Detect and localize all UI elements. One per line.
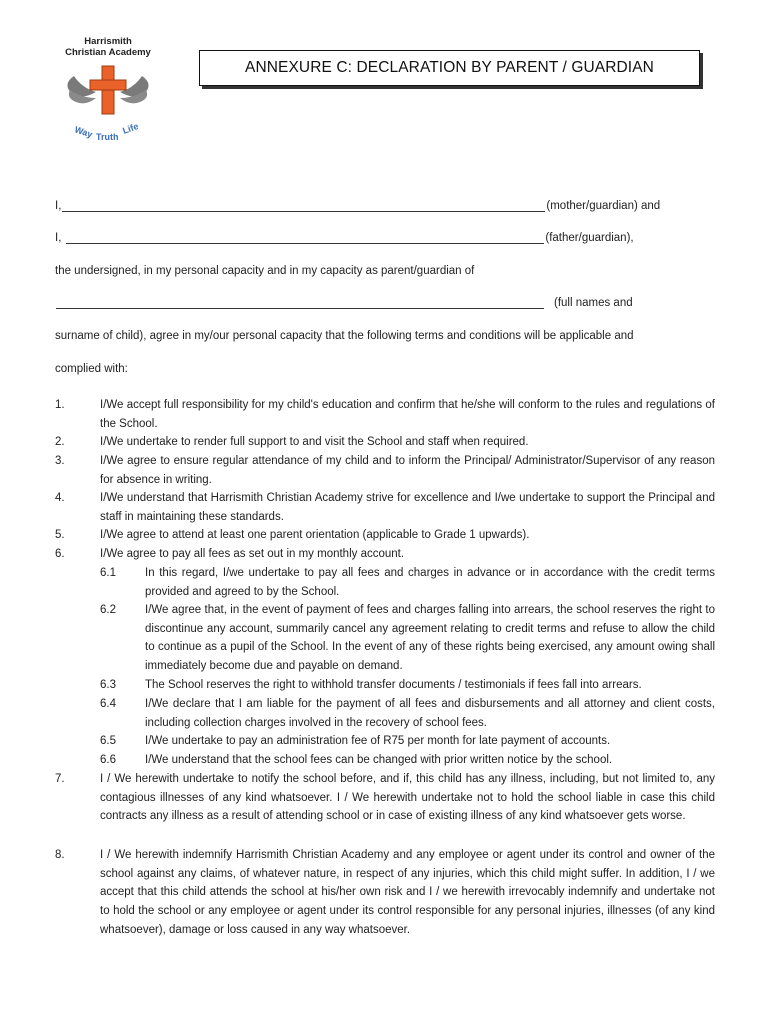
child-name-blank[interactable] <box>56 297 544 309</box>
motto-word-2: Truth <box>96 132 119 142</box>
sub-item-text: I/We undertake to pay an administration fee of R75 per month for late payment of accounts. <box>145 735 611 747</box>
undersigned-line: the undersigned, in my personal capacity and in my capacity as parent/guardian of <box>55 265 475 277</box>
line4-suffix: (full names and <box>554 297 633 309</box>
list-item <box>55 846 715 940</box>
item-text: I/We agree to attend at least one parent orientation (applicable to Grade 1 upwards). <box>100 529 530 541</box>
school-name <box>52 36 164 58</box>
list-item <box>55 489 715 526</box>
item-text: I/We accept full responsibility for my child's education and confirm that he/she will conform to the rules and regulations of the School. <box>100 399 715 430</box>
list-item <box>55 770 715 826</box>
sub-list-item <box>100 564 715 601</box>
sub-item-text: I/We understand that the school fees can be changed with prior written notice by the school. <box>145 754 613 766</box>
sub-item-number: 6.4 <box>100 698 116 710</box>
father-guardian-name-blank[interactable] <box>66 232 544 244</box>
sub-item-number: 6.2 <box>100 604 116 616</box>
sub-list-item <box>100 676 715 695</box>
agreement-line: surname of child), agree in my/our personal capacity that the following terms and conditions will be applicable and <box>55 330 634 342</box>
item-number: 7. <box>55 773 65 785</box>
line2-suffix: (father/guardian), <box>545 232 634 244</box>
sub-list-item <box>100 732 715 751</box>
sub-list-item <box>100 601 715 676</box>
motto-word-1: Way <box>73 124 94 140</box>
line1-suffix: (mother/guardian) and <box>546 200 661 212</box>
list-item <box>55 545 715 564</box>
sub-item-text: I/We declare that I am liable for the payment of all fees and disbursements and all attorney and client costs, including collection charges involved in the recovery of school fees. <box>145 698 715 729</box>
item-number: 3. <box>55 455 65 467</box>
school-name-line-1: Harrismith <box>84 36 132 47</box>
sub-item-number: 6.3 <box>100 679 116 691</box>
item-number: 4. <box>55 492 65 504</box>
list-item <box>55 452 715 489</box>
list-item <box>55 433 715 452</box>
sub-item-text: I/We agree that, in the event of payment of fees and charges falling into arrears, the school reserves the right to discontinue any account, summarily cancel any agreement relating to credit terms and refuse to allow the child to continue as a pupil of the School. In the event of any of these rights being exercised, any amount owing shall immediately become due and payable on demand. <box>145 604 715 673</box>
item-number: 8. <box>55 849 65 861</box>
item-number: 2. <box>55 436 65 448</box>
mother-guardian-name-blank[interactable] <box>62 200 545 212</box>
sub-item-text: The School reserves the right to withhold transfer documents / testimonials if fees fall into arrears. <box>145 679 642 691</box>
item-number: 1. <box>55 399 65 411</box>
line2-prefix: I, <box>55 232 62 244</box>
sub-item-number: 6.1 <box>100 567 116 579</box>
line1-prefix: I, <box>55 200 62 212</box>
school-logo <box>52 36 164 146</box>
item-text: I / We herewith indemnify Harrismith Christian Academy and any employee or agent under its control and owner of the school against any claims, of whatever nature, in respect of any injuries, which this child might suffer. In addition, I / we accept that this child attends the school at his/her own risk and I / we herewith irrevocably indemnify and undertake not to hold the school or any employee or agent under its control responsible for any personal injuries, illnesses (of any kind whatsoever), damage or loss caused in any way whatsoever. <box>100 849 715 936</box>
complied-line: complied with: <box>55 363 128 375</box>
sub-list-item <box>100 751 715 770</box>
sub-item-text: In this regard, I/we undertake to pay all fees and charges in advance or in accordance with the credit terms provided and agreed to by the School. <box>145 567 715 598</box>
sub-item-number: 6.6 <box>100 754 116 766</box>
item-text: I / We herewith undertake to notify the school before, and if, this child has any illness, including, but not limited to, any contagious illnesses of any kind whatsoever. I / We herewith undertake not to hold the school liable in case this child contracts any illness as a result of attending school or in case of existing illness of any kind whatsoever gets worse. <box>100 773 715 823</box>
sub-item-number: 6.5 <box>100 735 116 747</box>
item-text: I/We understand that Harrismith Christian Academy strive for excellence and I/we undertake to support the Principal and staff in maintaining these standards. <box>100 492 715 523</box>
school-name-line-2: Christian Academy <box>65 47 151 58</box>
item-number: 5. <box>55 529 65 541</box>
mother-guardian-line <box>55 200 715 212</box>
item-number: 6. <box>55 548 65 560</box>
page-title: ANNEXURE C: DECLARATION BY PARENT / GUARDIAN <box>199 50 700 86</box>
item-text: I/We undertake to render full support to and visit the School and staff when required. <box>100 436 529 448</box>
sub-list-item <box>100 695 715 732</box>
list-item <box>55 396 715 433</box>
item-text: I/We agree to pay all fees as set out in my monthly account. <box>100 548 405 560</box>
list-item <box>55 526 715 545</box>
child-name-line <box>55 297 715 309</box>
motto-word-3: Life <box>121 121 140 136</box>
father-guardian-line <box>55 232 715 244</box>
item-text: I/We agree to ensure regular attendance of my child and to inform the Principal/ Administrator/Supervisor of any reason for absence in writing. <box>100 455 715 486</box>
